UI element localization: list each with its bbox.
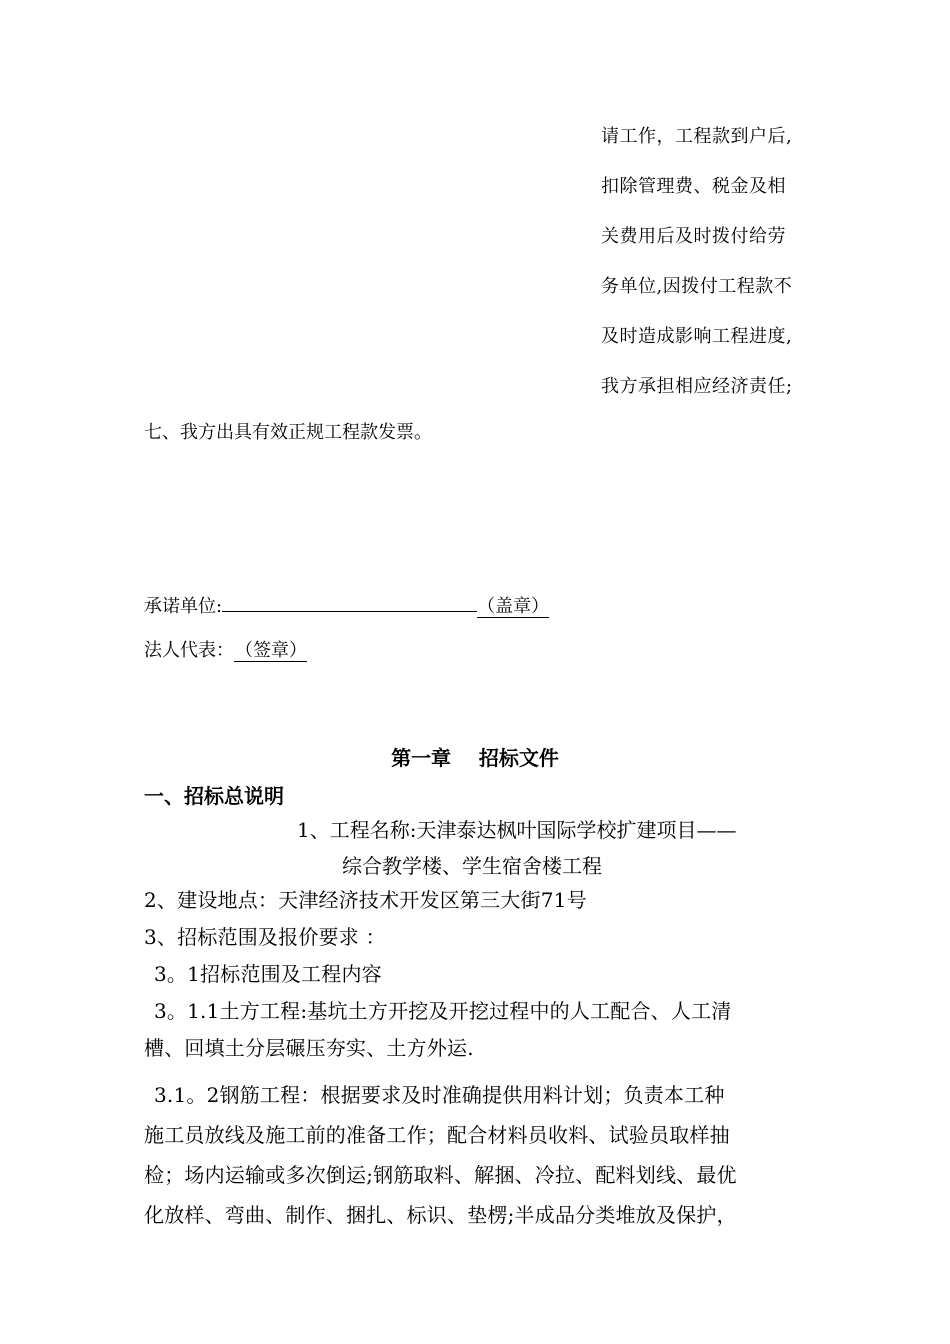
right-column-line: 及时造成影响工程进度, (601, 326, 793, 347)
project-name-line-2: 综合教学楼、学生宿舍楼工程 (342, 854, 602, 878)
commitment-right-column (601, 118, 816, 418)
rebar-line: 3.1。2钢筋工程：根据要求及时准确提供用料计划；负责本工种 (154, 1083, 725, 1107)
site-line: 2、建设地点：天津经济技术开发区第三大街71号 (144, 888, 587, 912)
unit-blank-underline (222, 593, 477, 612)
rebar-line: 施工员放线及施工前的准备工作；配合材料员收料、试验员取样抽 (144, 1123, 730, 1147)
right-column-line: 关费用后及时拨付给劳 (601, 226, 786, 247)
section-title: 一、招标总说明 (144, 784, 284, 808)
earthwork-line: 槽、回填土分层碾压夯实、土方外运. (144, 1036, 474, 1060)
right-column-line: 我方承担相应经济责任; (601, 376, 793, 397)
seal-text: （盖章） (477, 596, 550, 617)
sign-text: （签章） (234, 640, 307, 662)
right-column-line: 扣除管理费、税金及相 (601, 176, 786, 197)
right-column-line: 请工作，工程款到户后, (601, 126, 793, 147)
scope-line: 3、招标范围及报价要求 ： (144, 925, 386, 949)
project-name-line-1: 1、工程名称:天津泰达枫叶国际学校扩建项目—— (297, 818, 737, 842)
earthwork-line: 3。1.1土方工程:基坑土方开挖及开挖过程中的人工配合、人工清 (154, 999, 732, 1023)
scope-3-1-line: 3。1招标范围及工程内容 (154, 962, 382, 986)
chapter-title: 第一章 招标文件 (391, 746, 559, 770)
right-column-line: 务单位,因拨付工程款不 (601, 276, 793, 297)
rebar-line: 化放样、弯曲、制作、捆扎、标识、垫楞;半成品分类堆放及保护， (144, 1203, 737, 1227)
legal-rep-line (144, 636, 307, 662)
rebar-line: 检；场内运输或多次倒运;钢筋取料、解捆、冷拉、配料划线、最优 (144, 1163, 737, 1187)
commitment-item-seven: 七、我方出具有效正规工程款发票。 (144, 422, 432, 443)
commitment-unit-line (144, 592, 549, 618)
legal-rep-label: 法人代表： (144, 640, 234, 661)
construction-site (144, 882, 824, 1234)
commitment-unit-label: 承诺单位: (144, 596, 223, 617)
